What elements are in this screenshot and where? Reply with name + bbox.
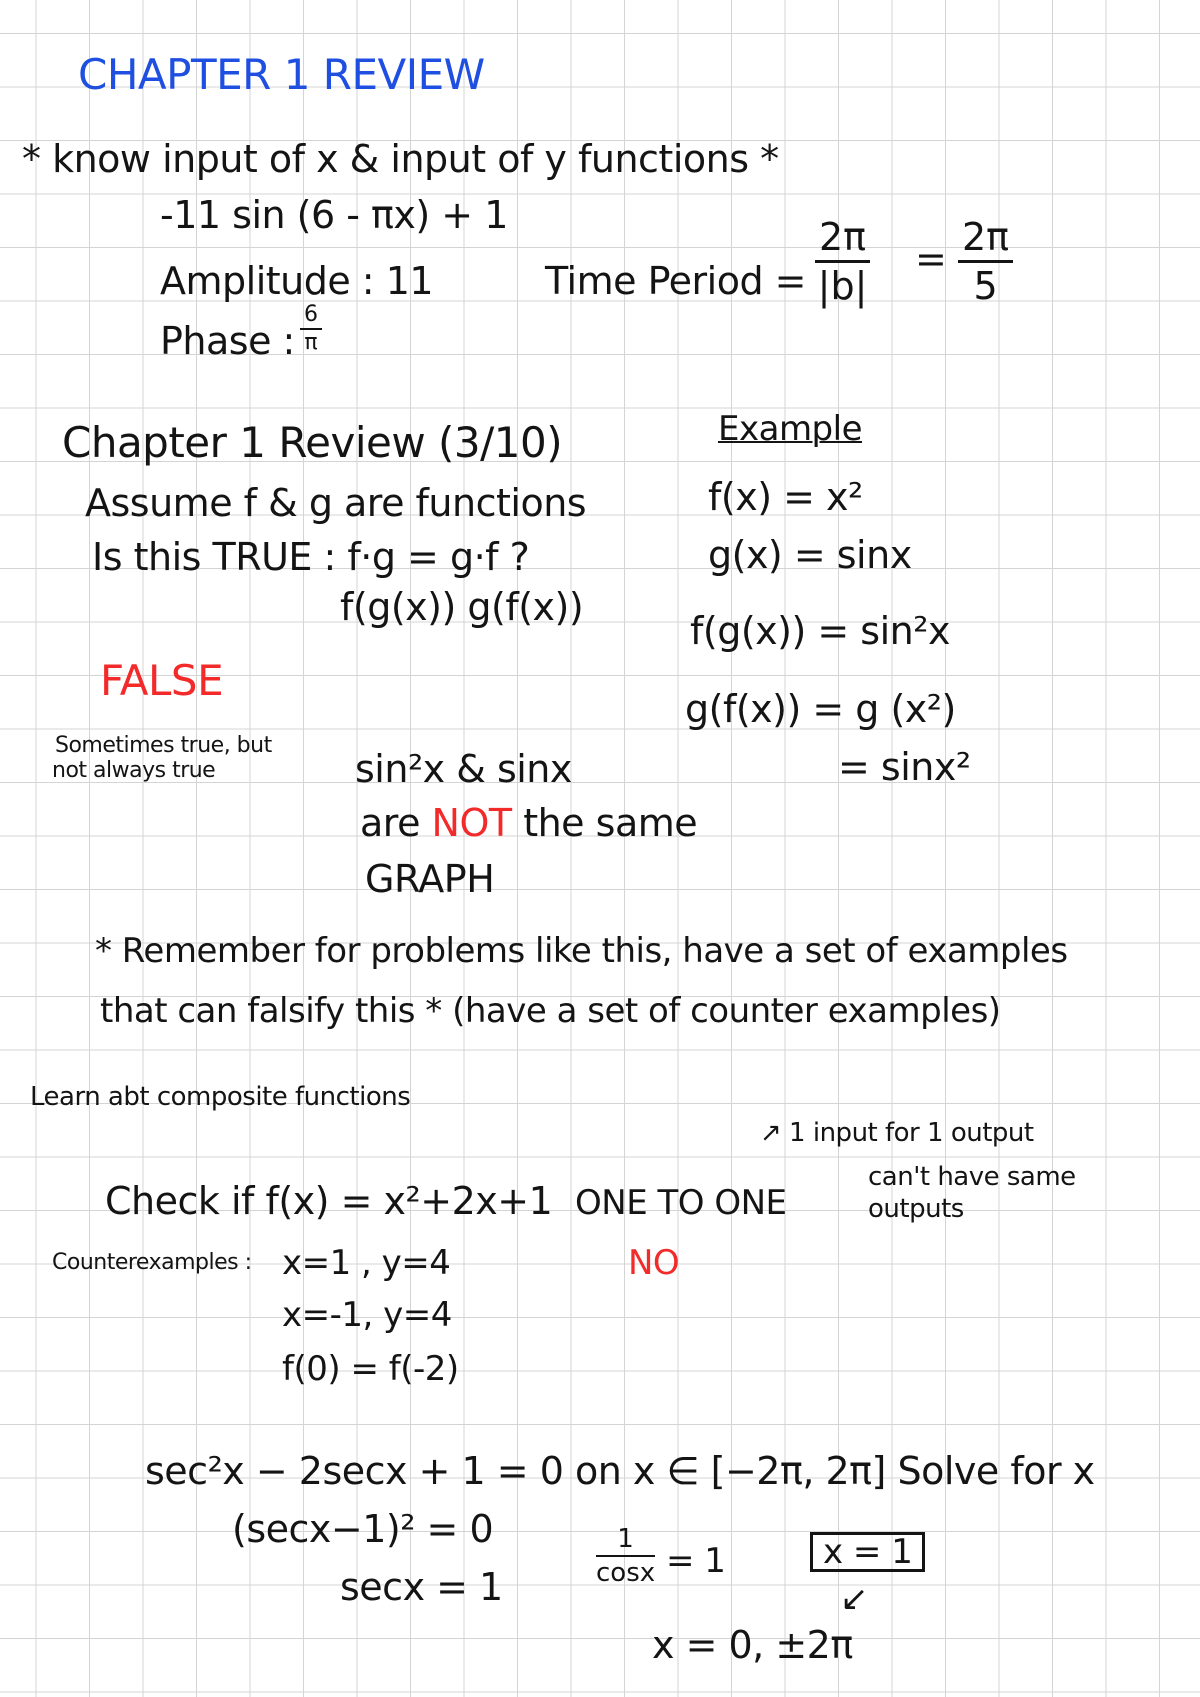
phase-denominator: π — [304, 330, 318, 355]
period-fraction-2-denominator: 5 — [973, 264, 998, 308]
period-fraction-1-numerator: 2π — [815, 218, 870, 263]
section-heading: Chapter 1 Review (3/10) — [62, 418, 563, 467]
cosine-fraction-numerator: 1 — [596, 1526, 655, 1557]
answer-no: NO — [628, 1243, 680, 1283]
counterexample-1: x=1 , y=4 — [282, 1243, 451, 1283]
one-to-one-note-1: ↗ 1 input for 1 output — [760, 1118, 1034, 1148]
one-to-one-note-3: outputs — [868, 1194, 964, 1224]
not-word: NOT — [431, 801, 512, 845]
phase-numerator: 6 — [300, 304, 322, 330]
one-to-one-note-2: can't have same — [868, 1162, 1076, 1192]
remember-line-2: that can falsify this * (have a set of counter examples) — [100, 991, 1001, 1031]
example-g-of-f-result: = sinx² — [838, 745, 971, 789]
period-fraction-1-denominator: |b| — [817, 264, 868, 308]
composition-expressions: f(g(x)) g(f(x)) — [340, 585, 584, 629]
period-equals: = — [915, 237, 947, 281]
counterexamples-label: Counterexamples : — [52, 1250, 252, 1275]
down-left-arrow-icon: ↙ — [840, 1579, 868, 1619]
answer-false: FALSE — [100, 656, 224, 705]
learn-note: Learn abt composite functions — [30, 1082, 411, 1112]
boxed-result: x = 1 — [810, 1532, 925, 1572]
period-fraction-1 — [815, 215, 870, 308]
remember-line-1: * Remember for problems like this, have a set of examples — [95, 931, 1068, 971]
counterexample-2: x=-1, y=4 — [282, 1295, 452, 1335]
are-word: are — [360, 801, 420, 845]
note-line-1: Sometimes true, but — [55, 733, 272, 758]
counterexample-3: f(0) = f(-2) — [282, 1349, 459, 1389]
cosine-fraction-equals: = 1 — [666, 1541, 726, 1581]
function-expression: -11 sin (6 - πx) + 1 — [160, 193, 508, 237]
example-g: g(x) = sinx — [708, 533, 912, 577]
graph-word: GRAPH — [365, 857, 495, 901]
note-line-2: not always true — [52, 758, 216, 783]
example-f-of-g: f(g(x)) = sin²x — [690, 609, 950, 653]
page-title: CHAPTER 1 REVIEW — [78, 50, 485, 99]
phase-fraction — [300, 304, 322, 354]
intro-note: * know input of x & input of y functions * — [22, 137, 779, 181]
one-to-one-label: ONE TO ONE — [575, 1183, 787, 1223]
secant-value: secx = 1 — [340, 1565, 503, 1609]
comparison: sin²x & sinx — [355, 747, 572, 791]
composition-question: Is this TRUE : f·g = g·f ? — [92, 535, 530, 579]
same-words: the same — [523, 801, 698, 845]
example-f: f(x) = x² — [708, 475, 863, 519]
period-fraction-2-numerator: 2π — [958, 218, 1013, 263]
assume-statement: Assume f & g are functions — [85, 481, 587, 525]
cosine-fraction-denominator: cosx — [596, 1558, 656, 1588]
example-g-of-f: g(f(x)) = g (x²) — [685, 687, 956, 731]
final-solution: x = 0, ±2π — [652, 1623, 853, 1667]
check-function: Check if f(x) = x²+2x+1 — [105, 1179, 553, 1223]
amplitude: Amplitude : 11 — [160, 259, 434, 303]
factored-equation: (secx−1)² = 0 — [232, 1507, 494, 1551]
cosine-fraction — [596, 1526, 655, 1586]
example-heading: Example — [718, 409, 863, 449]
comparison-line-2 — [360, 801, 698, 845]
secant-equation: sec²x − 2secx + 1 = 0 on x ∈ [−2π, 2π] Solve for x — [145, 1449, 1095, 1493]
time-period-label: Time Period = — [545, 259, 806, 303]
phase-label: Phase : — [160, 319, 295, 363]
period-fraction-2 — [958, 215, 1013, 308]
